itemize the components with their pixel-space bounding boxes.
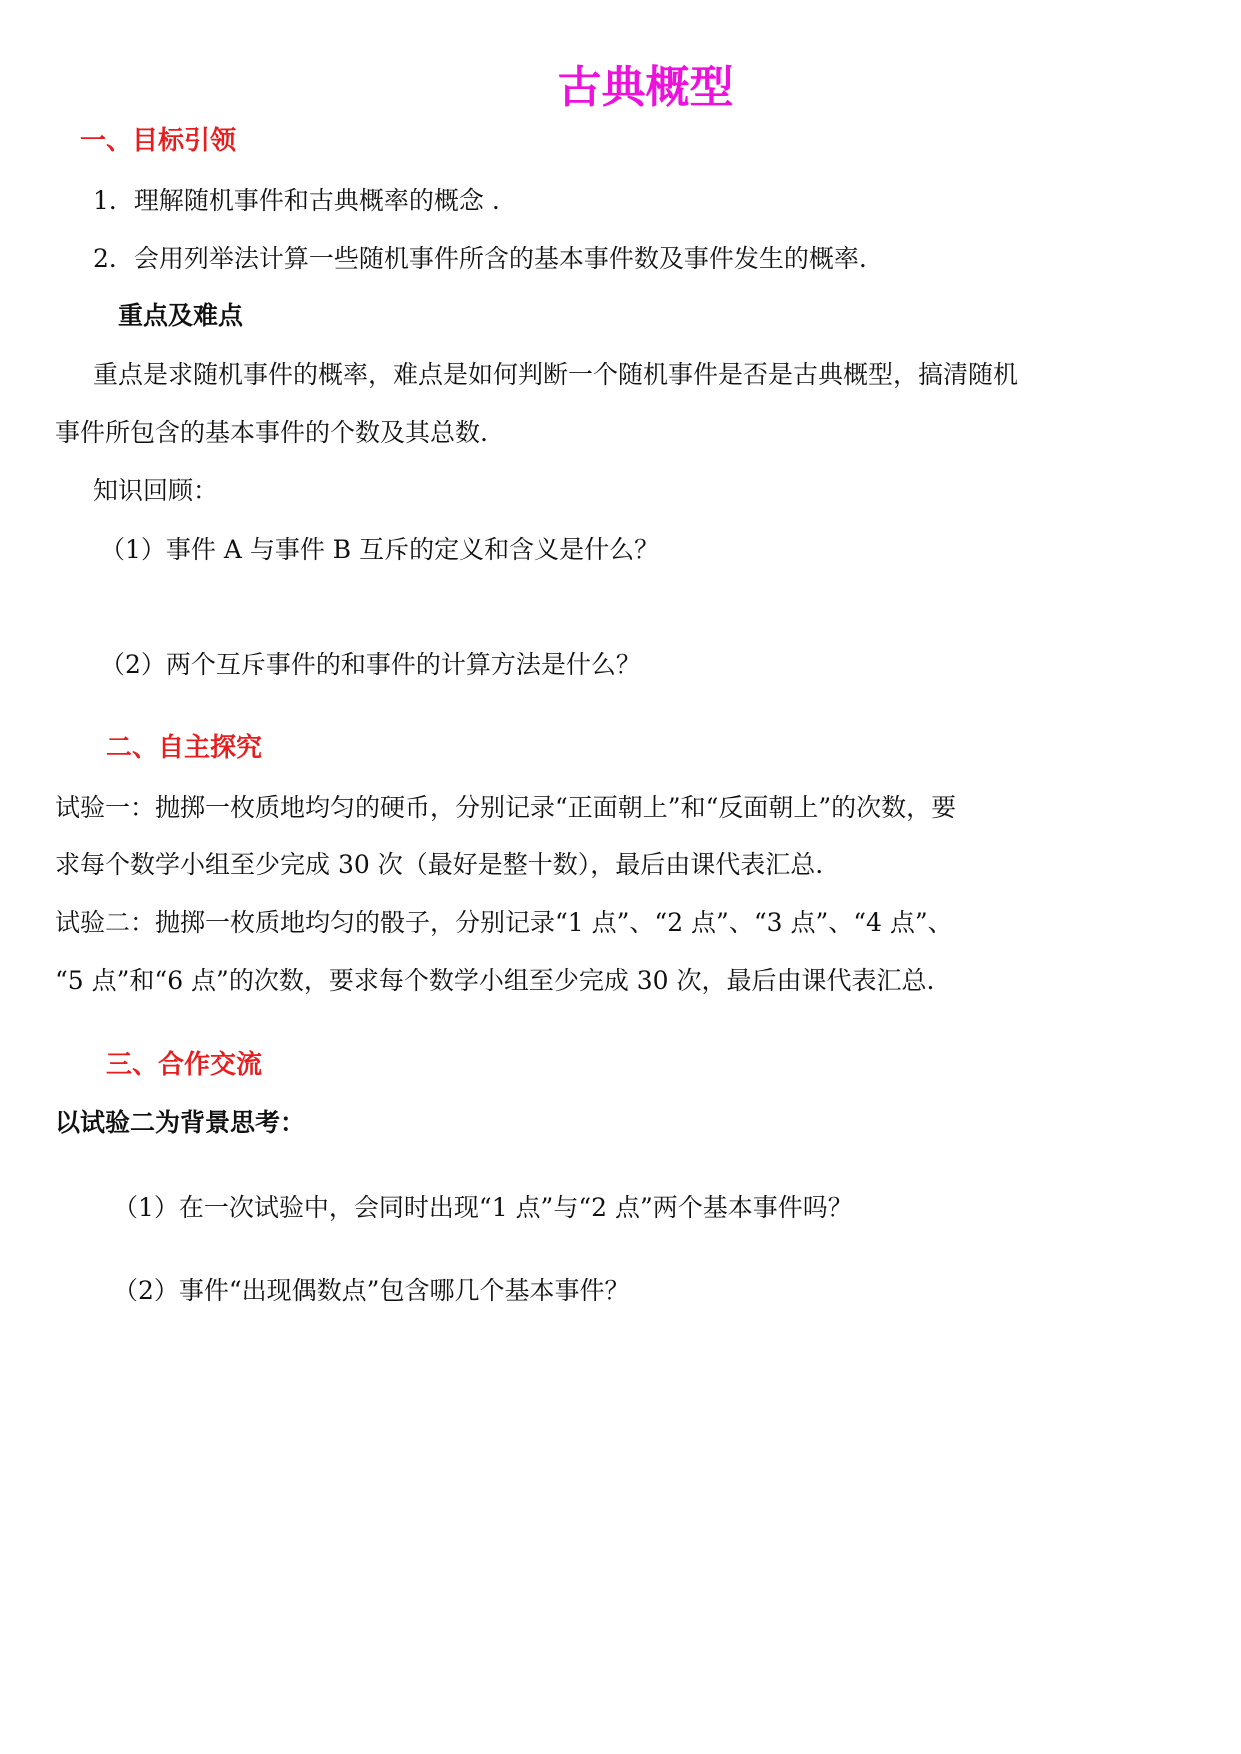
goal-item-1: 1．理解随机事件和古典概率的概念 .: [93, 186, 500, 215]
experiment1-line1: 试验一：抛掷一枚质地均匀的硬币，分别记录“正面朝上”和“反面朝上”的次数，要: [55, 793, 957, 822]
discussion-question-2: （2）事件“出现偶数点”包含哪几个基本事件？: [113, 1276, 630, 1305]
discussion-question-1: （1）在一次试验中，会同时出现“1 点”与“2 点”两个基本事件吗？: [113, 1193, 853, 1222]
section-heading-explore: 二、自主探究: [106, 733, 263, 763]
experiment2-line2: “5 点”和“6 点”的次数，要求每个数学小组至少完成 30 次，最后由课代表汇总.: [55, 966, 935, 995]
experiment2-line1: 试验二：抛掷一枚质地均匀的骰子，分别记录“1 点”、“2 点”、“3 点”、“4 点”、: [55, 908, 953, 937]
review-heading: 知识回顾：: [93, 476, 219, 505]
section-heading-goals: 一、目标引领: [80, 126, 237, 156]
review-question-1: （1）事件 A 与事件 B 互斥的定义和含义是什么？: [100, 535, 660, 564]
key-points-text-line2: 事件所包含的基本事件的个数及其总数.: [55, 418, 488, 447]
think-heading: 以试验二为背景思考：: [55, 1108, 306, 1137]
experiment1-line2: 求每个数学小组至少完成 30 次（最好是整十数），最后由课代表汇总.: [55, 850, 824, 879]
section-heading-cooperate: 三、合作交流: [106, 1050, 263, 1080]
review-question-2: （2）两个互斥事件的和事件的计算方法是什么？: [100, 650, 641, 679]
key-points-heading: 重点及难点: [118, 301, 244, 330]
goal-item-2: 2．会用列举法计算一些随机事件所含的基本事件数及事件发生的概率.: [93, 244, 867, 273]
key-points-text-line1: 重点是求随机事件的概率，难点是如何判断一个随机事件是否是古典概型，搞清随机: [93, 360, 1019, 389]
page-title: 古典概型: [557, 62, 734, 113]
